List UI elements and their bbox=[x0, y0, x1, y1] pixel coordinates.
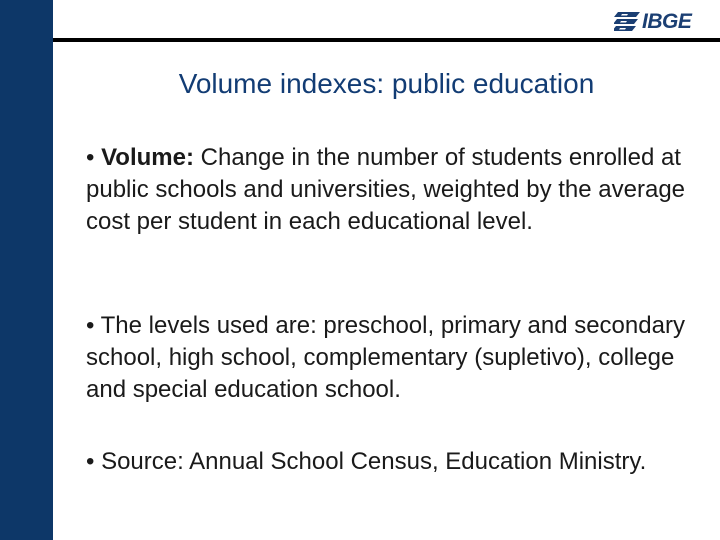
bullet-source bbox=[86, 446, 706, 478]
bullet-text: The levels used are: preschool, primary and secondary school, high school, complementary (supletivo), college and special education school. bbox=[86, 312, 685, 403]
left-sidebar-band bbox=[0, 0, 53, 540]
slide-title: Volume indexes: public education bbox=[178, 68, 595, 99]
bullet-marker: • bbox=[86, 312, 95, 339]
bullet-volume-definition bbox=[86, 142, 706, 238]
bullet-marker: • bbox=[86, 448, 95, 475]
bullet-text: Source: Annual School Census, Education Ministry. bbox=[101, 448, 647, 475]
ibge-logo bbox=[614, 10, 691, 34]
bullet-marker: • bbox=[86, 144, 95, 171]
header-rule bbox=[53, 38, 720, 42]
ibge-logo-mark-icon bbox=[614, 12, 640, 32]
bullet-term: Volume: bbox=[101, 144, 194, 171]
ibge-logo-text: IBGE bbox=[642, 10, 692, 33]
bullet-levels bbox=[86, 310, 706, 406]
bullet-text: Change in the number of students enrolled at public schools and universities, weighted by the average cost per student in each educational level. bbox=[86, 144, 686, 235]
